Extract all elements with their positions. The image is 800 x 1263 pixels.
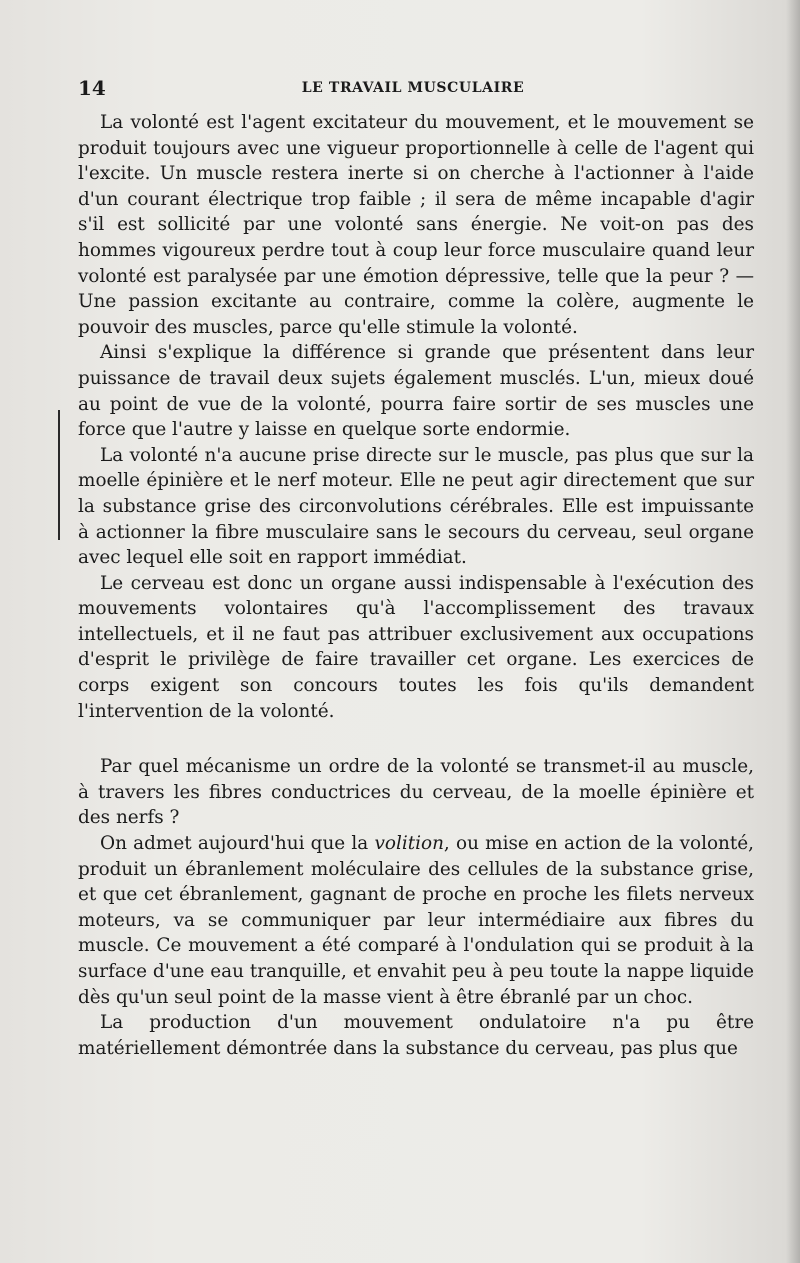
paragraph-cerveau: Le cerveau est donc un organe aussi indispensable à l'exécution des mouvements volontaires qu'à l'accomplissement des travaux intellectuels, et il ne faut pas attribuer exclusivement aux occupations d'esprit le privilège de faire travailler cet organe. Les exercices de corps exigent son concours toutes les fois qu'ils demandent l'intervention de la volonté. [78, 572, 754, 722]
paragraph-ondulatoire: La production d'un mouvement ondulatoire n'a pu être matériellement démontrée dans la substance du cerveau, pas plus que [78, 1012, 754, 1059]
volition-text-before: On admet aujourd'hui que la [100, 833, 375, 855]
paragraph-prise-directe: La volonté n'a aucune prise directe sur le muscle, pas plus que sur la moelle épinière et le nerf moteur. Elle ne peut agir directement que sur la substance grise des circonvolutions cérébrales. Elle est impuissante à actionner la fibre musculaire sans le secours du cerveau, seul organe avec lequel elle soit en rapport immédiat. [78, 444, 754, 569]
paragraph-volonte-agent: La volonté est l'agent excitateur du mouvement, et le mouvement se produit toujours avec une vigueur proportionnelle à celle de l'agent qui l'excite. Un muscle restera inerte si on cherche à l'actionner à l'aide d'un courant électrique trop faible ; il sera de même incapable d'agir s'il est sollicité par une volonté sans énergie. Ne voit-on pas des hommes vigoureux perdre tout à coup leur force musculaire quand leur volonté est paralysée par une émotion dépressive, telle que la peur ? — Une passion excitante au contraire, comme la colère, augmente le pouvoir des muscles, parce qu'elle stimule la volonté. [78, 112, 754, 338]
body-text [78, 110, 754, 1061]
volition-term: volition [374, 833, 444, 855]
paragraph-mecanisme: Par quel mécanisme un ordre de la volonté se transmet-il au muscle, à travers les fibres conductrices du cerveau, de la moelle épinière et des nerfs ? [78, 756, 754, 829]
volition-text-after: , ou mise en action de la volonté, produit un ébranlement moléculaire des cellules de la substance grise, et que cet ébranlement, gagnant de proche en proche les filets nerveux moteurs, va se communiquer par leur intermédiaire aux fibres du muscle. Ce mouvement a été comparé à l'ondulation qui se produit à la surface d'une eau tranquille, et envahit peu à peu toute la nappe liquide dès qu'un seul point de la masse vient à être ébranlé par un choc. [78, 833, 754, 1008]
paragraph-volition [78, 831, 754, 1010]
page-edge-shadow [786, 0, 800, 1263]
margin-mark [58, 410, 60, 540]
page-header [78, 76, 748, 100]
running-title: LE TRAVAIL MUSCULAIRE [301, 80, 525, 96]
section-gap [78, 724, 754, 754]
page-number: 14 [78, 76, 106, 100]
paragraph-difference: Ainsi s'explique la différence si grande que présentent dans leur puissance de travail deux sujets également musclés. L'un, mieux doué au point de vue de la volonté, pourra faire sortir de ses muscles une force que l'autre y laisse en quelque sorte endormie. [78, 342, 754, 441]
